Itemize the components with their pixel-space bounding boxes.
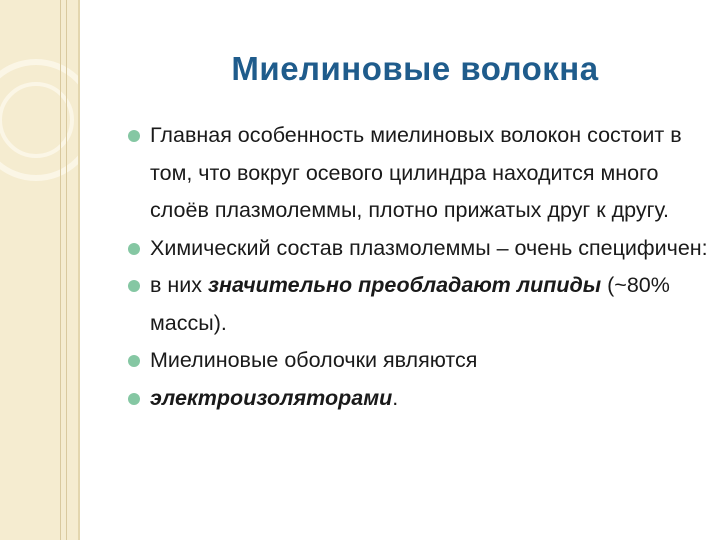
decorative-ring-small (0, 84, 72, 156)
bullet-item (128, 117, 708, 230)
bullet-dot-icon (128, 355, 140, 367)
bullet-emphasis: электроизоляторами (150, 385, 393, 410)
decorative-side-panel (0, 0, 80, 540)
bullet-dot-icon (128, 243, 140, 255)
bullet-text-suffix: . (392, 385, 399, 410)
bullet-item (128, 230, 708, 268)
bullet-list (128, 117, 708, 417)
bullet-text: Главная особенность миелиновых волокон состоит в том, что вокруг осевого цилиндра находится много слоёв плазмолеммы, плотно прижатых друг к другу. (150, 123, 682, 222)
bullet-text-suffix: (~80% массы). (150, 273, 670, 335)
bullet-dot-icon (128, 130, 140, 142)
bullet-text: Миелиновые оболочки являются (150, 348, 478, 372)
decorative-stripe (66, 0, 67, 540)
bullet-item (128, 267, 708, 342)
bullet-text-prefix: в них (150, 273, 209, 297)
bullet-item (128, 342, 708, 380)
bullet-item (128, 380, 708, 418)
bullet-dot-icon (128, 393, 140, 405)
slide-title: Миелиновые волокна (231, 50, 599, 87)
decorative-stripe (60, 0, 61, 540)
bullet-dot-icon (128, 280, 140, 292)
bullet-emphasis: значительно преобладают липиды (208, 273, 602, 297)
bullet-text: Химический состав плазмолеммы – очень специфичен: (150, 235, 708, 260)
